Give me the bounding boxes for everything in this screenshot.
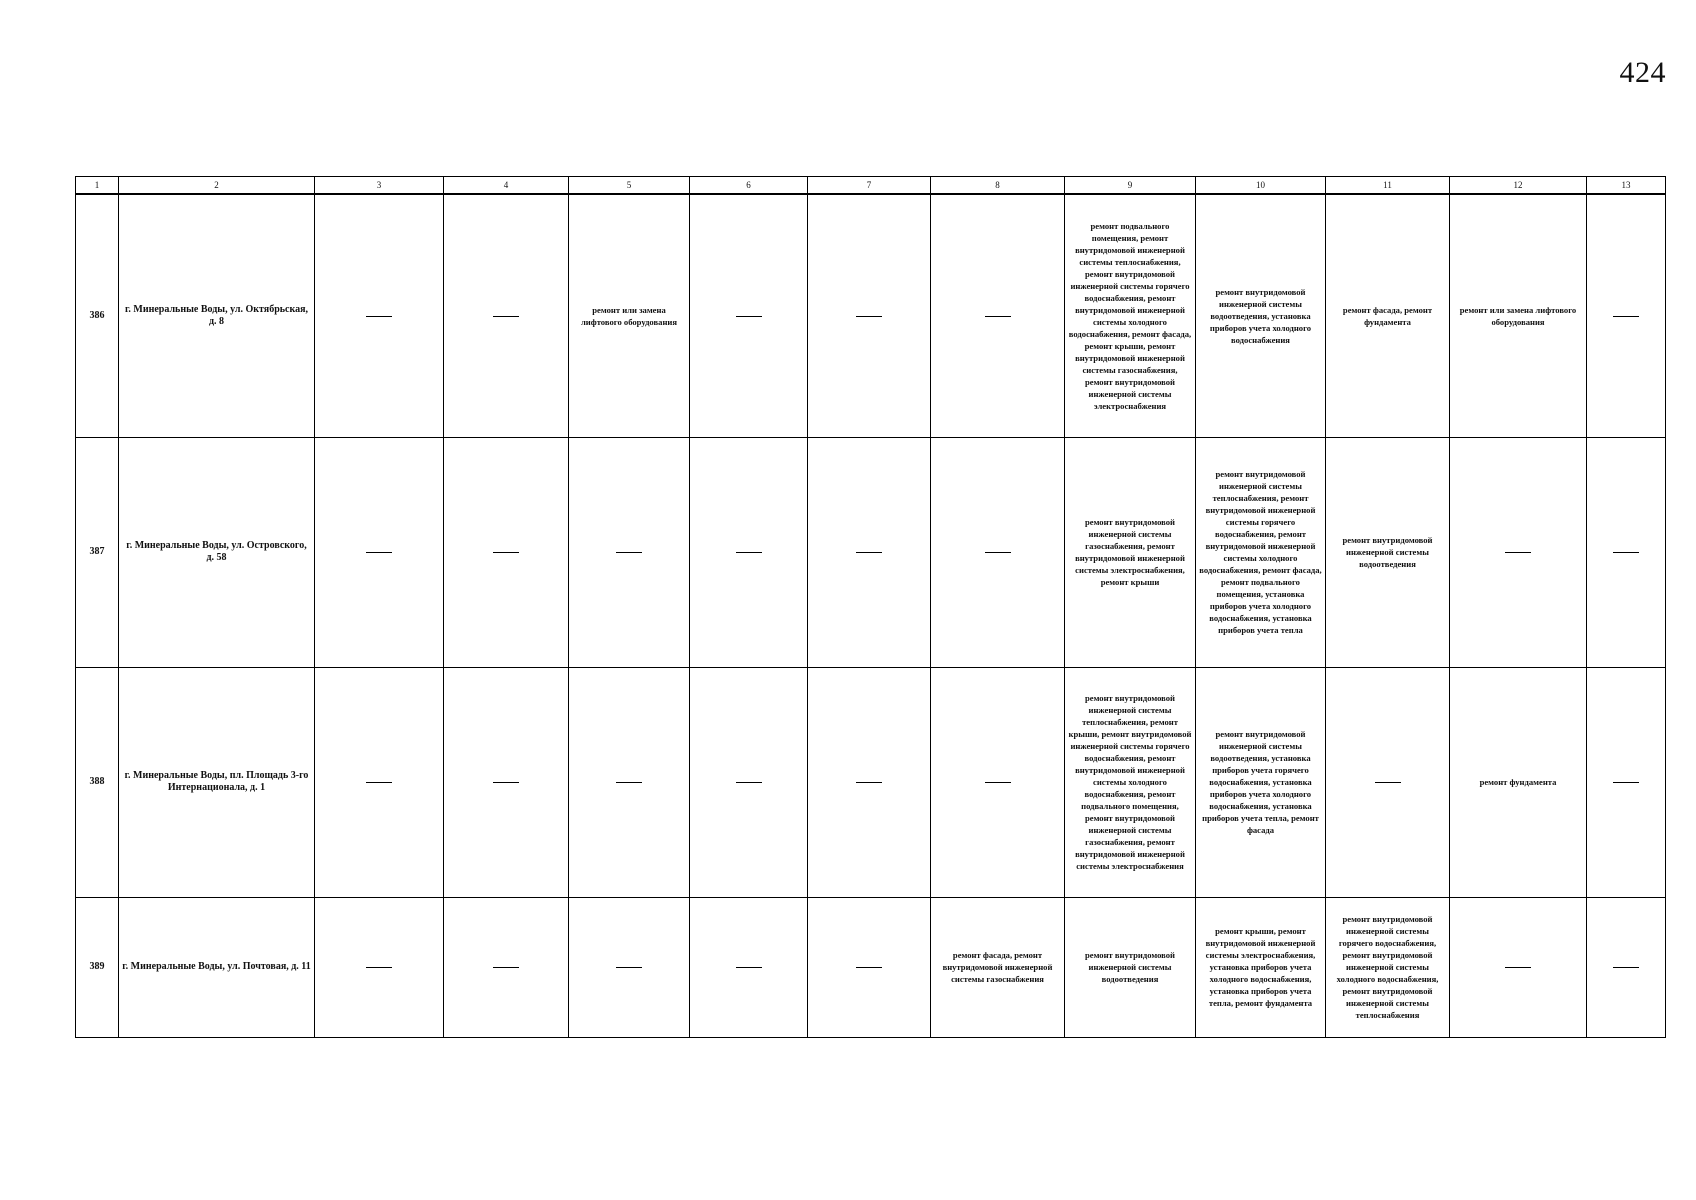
empty-cell	[1587, 897, 1666, 1037]
work-cell: ремонт подвального помещения, ремонт внутридомовой инженерной системы теплоснабжения, ремонт внутридомовой инженерной системы горячего водоснабжения, ремонт внутридомовой инженерной системы холодного водоснабжения, ремонт фасада, ремонт крыши, ремонт внутридомовой инженерной системы газоснабжения, ремонт внутридомовой инженерной системы электроснабжения	[1065, 194, 1196, 437]
dash-mark	[1505, 552, 1531, 553]
address-cell: г. Минеральные Воды, ул. Островского, д. 58	[119, 437, 315, 667]
empty-cell	[690, 437, 808, 667]
empty-cell	[1587, 667, 1666, 897]
empty-cell	[808, 437, 931, 667]
work-cell: ремонт внутридомовой инженерной системы водоотведения, установка приборов учета горячего водоснабжения, установка приборов учета холодного водоснабжения, установка приборов учета тепла, ремонт фасада	[1196, 667, 1326, 897]
dash-mark	[1505, 967, 1531, 968]
page-number: 424	[1619, 56, 1666, 89]
work-cell: ремонт внутридомовой инженерной системы газоснабжения, ремонт внутридомовой инженерной системы электроснабжения, ремонт крыши	[1065, 437, 1196, 667]
column-header: 5	[569, 177, 690, 195]
empty-cell	[569, 667, 690, 897]
empty-cell	[931, 437, 1065, 667]
dash-mark	[736, 552, 762, 553]
dash-mark	[856, 316, 882, 317]
empty-cell	[690, 194, 808, 437]
column-header: 2	[119, 177, 315, 195]
empty-cell	[315, 897, 444, 1037]
work-cell: ремонт внутридомовой инженерной системы водоотведения, установка приборов учета холодного водоснабжения	[1196, 194, 1326, 437]
column-header: 9	[1065, 177, 1196, 195]
row-number: 387	[76, 437, 119, 667]
empty-cell	[808, 667, 931, 897]
dash-mark	[856, 967, 882, 968]
column-header: 7	[808, 177, 931, 195]
empty-cell	[444, 667, 569, 897]
empty-cell	[444, 194, 569, 437]
work-cell: ремонт внутридомовой инженерной системы теплоснабжения, ремонт крыши, ремонт внутридомовой инженерной системы горячего водоснабжения, ремонт внутридомовой инженерной системы холодного водоснабжения, ремонт подвального помещения, ремонт внутридомовой инженерной системы газоснабжения, ремонт внутридомовой инженерной системы электроснабжения	[1065, 667, 1196, 897]
dash-mark	[736, 967, 762, 968]
column-header: 1	[76, 177, 119, 195]
work-cell: ремонт или замена лифтового оборудования	[569, 194, 690, 437]
dash-mark	[1613, 782, 1639, 783]
dash-mark	[736, 316, 762, 317]
dash-mark	[493, 967, 519, 968]
column-header: 11	[1326, 177, 1450, 195]
column-header: 4	[444, 177, 569, 195]
empty-cell	[931, 194, 1065, 437]
dash-mark	[985, 552, 1011, 553]
dash-mark	[985, 316, 1011, 317]
work-cell: ремонт фасада, ремонт внутридомовой инженерной системы газоснабжения	[931, 897, 1065, 1037]
empty-cell	[1587, 194, 1666, 437]
table-row	[76, 897, 1666, 1037]
dash-mark	[616, 552, 642, 553]
dash-mark	[616, 782, 642, 783]
empty-cell	[444, 437, 569, 667]
dash-mark	[736, 782, 762, 783]
address-cell: г. Минеральные Воды, ул. Почтовая, д. 11	[119, 897, 315, 1037]
dash-mark	[856, 552, 882, 553]
empty-cell	[808, 194, 931, 437]
column-header: 10	[1196, 177, 1326, 195]
empty-cell	[444, 897, 569, 1037]
empty-cell	[1587, 437, 1666, 667]
dash-mark	[366, 316, 392, 317]
empty-cell	[569, 897, 690, 1037]
dash-mark	[1375, 782, 1401, 783]
dash-mark	[1613, 552, 1639, 553]
empty-cell	[1450, 437, 1587, 667]
empty-cell	[315, 437, 444, 667]
dash-mark	[493, 782, 519, 783]
empty-cell	[315, 194, 444, 437]
dash-mark	[1613, 967, 1639, 968]
column-number-row	[76, 177, 1666, 195]
empty-cell	[931, 667, 1065, 897]
row-number: 389	[76, 897, 119, 1037]
table-row	[76, 437, 1666, 667]
work-cell: ремонт фасада, ремонт фундамента	[1326, 194, 1450, 437]
capital-repair-table	[75, 176, 1666, 1038]
table-row	[76, 667, 1666, 897]
work-cell: ремонт или замена лифтового оборудования	[1450, 194, 1587, 437]
table-row	[76, 194, 1666, 437]
work-cell: ремонт фундамента	[1450, 667, 1587, 897]
dash-mark	[366, 782, 392, 783]
work-cell: ремонт внутридомовой инженерной системы теплоснабжения, ремонт внутридомовой инженерной системы горячего водоснабжения, ремонт внутридомовой инженерной системы холодного водоснабжения, ремонт фасада, ремонт подвального помещения, установка приборов учета холодного водоснабжения, установка приборов учета тепла	[1196, 437, 1326, 667]
column-header: 12	[1450, 177, 1587, 195]
dash-mark	[856, 782, 882, 783]
address-cell: г. Минеральные Воды, ул. Октябрьская, д. 8	[119, 194, 315, 437]
work-cell: ремонт внутридомовой инженерной системы водоотведения	[1065, 897, 1196, 1037]
dash-mark	[366, 967, 392, 968]
work-cell: ремонт внутридомовой инженерной системы водоотведения	[1326, 437, 1450, 667]
column-header: 13	[1587, 177, 1666, 195]
dash-mark	[985, 782, 1011, 783]
work-cell: ремонт внутридомовой инженерной системы горячего водоснабжения, ремонт внутридомовой инженерной системы холодного водоснабжения, ремонт внутридомовой инженерной системы теплоснабжения	[1326, 897, 1450, 1037]
address-cell: г. Минеральные Воды, пл. Площадь 3-го Интернационала, д. 1	[119, 667, 315, 897]
row-number: 386	[76, 194, 119, 437]
empty-cell	[808, 897, 931, 1037]
dash-mark	[493, 316, 519, 317]
empty-cell	[1326, 667, 1450, 897]
column-header: 3	[315, 177, 444, 195]
dash-mark	[366, 552, 392, 553]
dash-mark	[493, 552, 519, 553]
empty-cell	[315, 667, 444, 897]
column-header: 6	[690, 177, 808, 195]
dash-mark	[1613, 316, 1639, 317]
row-number: 388	[76, 667, 119, 897]
empty-cell	[1450, 897, 1587, 1037]
dash-mark	[616, 967, 642, 968]
column-header: 8	[931, 177, 1065, 195]
empty-cell	[690, 897, 808, 1037]
work-cell: ремонт крыши, ремонт внутридомовой инженерной системы электроснабжения, установка приборов учета холодного водоснабжения, установка приборов учета тепла, ремонт фундамента	[1196, 897, 1326, 1037]
empty-cell	[690, 667, 808, 897]
empty-cell	[569, 437, 690, 667]
